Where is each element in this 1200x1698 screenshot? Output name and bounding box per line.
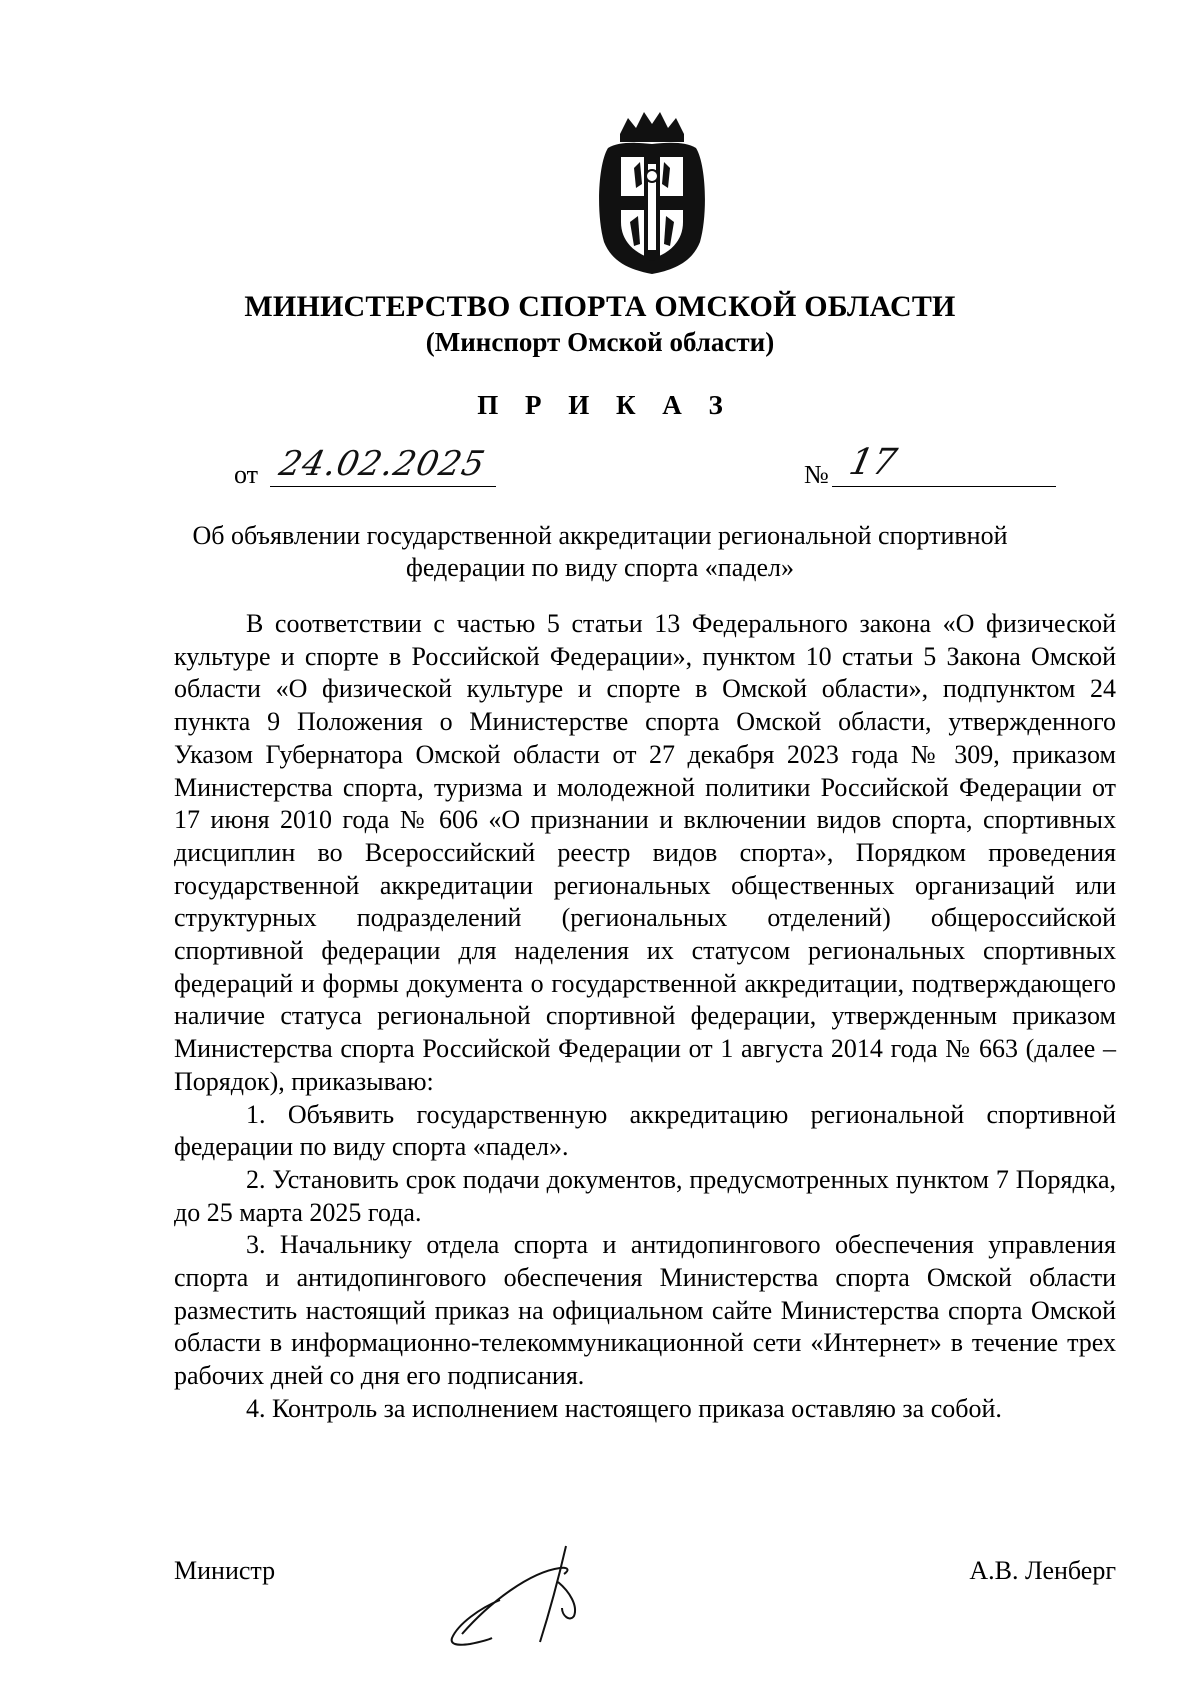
document-type: П Р И К А З [477, 390, 733, 420]
ministry-title: МИНИСТЕРСТВО СПОРТА ОМСКОЙ ОБЛАСТИ [244, 290, 956, 323]
coat-of-arms-emblem [590, 104, 714, 276]
number-value-handwritten: 17 [845, 442, 901, 483]
number-label: № [804, 460, 829, 489]
handwritten-signature [440, 1542, 620, 1652]
order-item-2: 2. Установить срок подачи документов, предусмотренных пунктом 7 Порядка, до 25 марта 2025 года. [174, 1164, 1116, 1227]
signer-title: Министр [174, 1556, 276, 1585]
order-item-1: 1. Объявить государственную аккредитацию региональной спортивной федерации по виду спорта «падел». [174, 1099, 1116, 1162]
document-subject: Об объявлении государственной аккредитации региональной спортивной федерации по виду спорта «падел» [192, 521, 1008, 582]
document-body [174, 608, 1116, 1426]
ministry-short-name: (Минспорт Омской области) [425, 327, 775, 357]
date-number-row [0, 442, 1200, 494]
date-underline [270, 486, 496, 487]
signature-block [0, 1554, 1200, 1654]
signer-name: А.В. Ленберг [969, 1556, 1116, 1585]
order-item-3: 3. Начальнику отдела спорта и антидопингового обеспечения управления спорта и антидопингового обеспечения Министерства спорта Омской области разместить настоящий приказ на официальном сайте Министерства спорта Омской области в информационно-телекоммуникационной сети «Интернет» в течение трех рабочих дней со дня его подписания. [174, 1230, 1116, 1391]
date-label: от [234, 460, 259, 489]
number-underline [832, 486, 1056, 487]
preamble-paragraph: В соответствии с частью 5 статьи 13 Федерального закона «О физической культуре и спорте в Российской Федерации», пунктом 10 статьи 5 Закона Омской области «О физической культуре и спорте в Омской области», подпунктом 24 пункта 9 Положения о Министерстве спорта Омской области, утвержденного Указом Губернатора Омской области от 27 декабря 2023 года № 309, приказом Министерства спорта, туризма и молодежной политики Российской Федерации от 17 июня 2010 года № 606 «О признании и включении видов спорта, спортивных дисциплин во Всероссийский реестр видов спорта», Порядком проведения государственной аккредитации региональных общественных организаций или структурных подразделений (региональных отделений) общероссийской спортивной федерации для наделения их статусом региональных спортивных федераций и формы документа о государственной аккредитации, подтверждающего наличие статуса региональной спортивной федерации, утвержденным приказом Министерства спорта Российской Федерации от 1 августа 2014 года № 663 (далее – Порядок), приказываю: [174, 609, 1116, 1096]
date-value-handwritten: 24.02.2025 [275, 444, 489, 484]
order-item-4: 4. Контроль за исполнением настоящего приказа оставляю за собой. [246, 1393, 1002, 1423]
